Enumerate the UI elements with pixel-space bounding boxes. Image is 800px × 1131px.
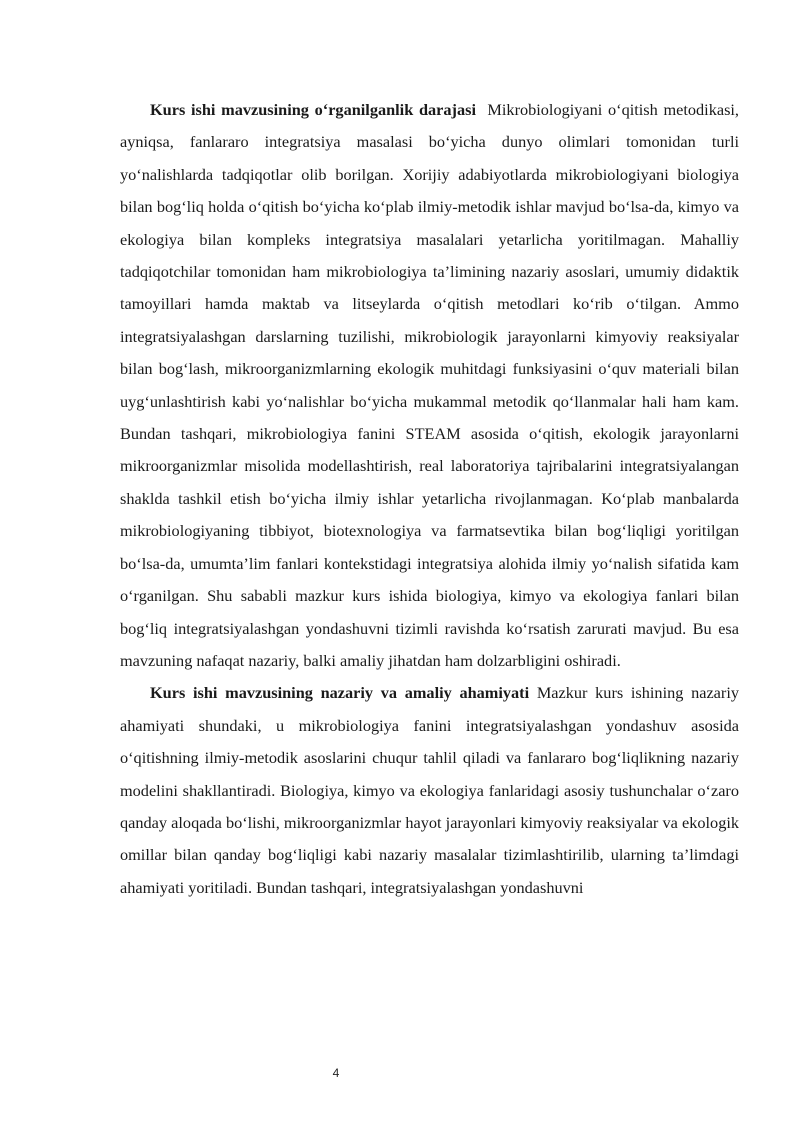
paragraph-study-level: [120, 94, 739, 677]
page-body: [120, 94, 739, 904]
page-number: 4: [332, 1066, 340, 1080]
section-heading-significance: Kurs ishi mavzusining nazariy va amaliy ahamiyati: [150, 683, 530, 703]
paragraph-significance: [120, 677, 739, 904]
paragraph-text-significance: Mazkur kurs ishining nazariy ahamiyati shundaki, u mikrobiologiya fanini integratsiyalashgan yondashuv asosida oʻqitishning ilmiy-metodik asoslarini chuqur tahlil qiladi va fanlararo bogʻliqlikning nazariy modelini shakllantiradi. Biologiya, kimyo va ekologiya fanlaridagi asosiy tushunchalar oʻzaro qanday aloqada boʻlishi, mikroorganizmlar hayot jarayonlari kimyoviy reaksiyalar va ekologik omillar bilan qanday bogʻliqligi kabi nazariy masalalar tizimlashtirilib, ularning taʼlimdagi ahamiyati yoritiladi. Bundan tashqari, integratsiyalashgan yondashuvni: [120, 683, 739, 897]
paragraph-text-study-level: Mikrobiologiyani oʻqitish metodikasi, ayniqsa, fanlararo integratsiya masalasi boʻyicha dunyo olimlari tomonidan turli yoʻnalishlarda tadqiqotlar olib borilgan. Xorijiy adabiyotlarda mikrobiologiyani biologiya bilan bogʻliq holda oʻqitish boʻyicha koʻplab ilmiy-metodik ishlar mavjud boʻlsa-da, kimyo va ekologiya bilan kompleks integratsiya masalalari yetarlicha yoritilmagan. Mahalliy tadqiqotchilar tomonidan ham mikrobiologiya taʼlimining nazariy asoslari, umumiy didaktik tamoyillari hamda maktab va litseylarda oʻqitish metodlari koʻrib oʻtilgan. Ammo integratsiyalashgan darslarning tuzilishi, mikrobiologik jarayonlarni kimyoviy reaksiyalar bilan bogʻlash, mikroorganizmlarning ekologik muhitdagi funksiyasini oʻquv materiali bilan uygʻunlashtirish kabi yoʻnalishlar boʻyicha mukammal metodik qoʻllanmalar hali ham kam. Bundan tashqari, mikrobiologiya fanini STEAM asosida oʻqitish, ekologik jarayonlarni mikroorganizmlar misolida modellashtirish, real laboratoriya tajribalarini integratsiyalangan shaklda tashkil etish boʻyicha ilmiy ishlar yetarlicha rivojlanmagan. Koʻplab manbalarda mikrobiologiyaning tibbiyot, biotexnologiya va farmatsevtika bilan bogʻliqligi yoritilgan boʻlsa-da, umumtaʼlim fanlari kontekstidagi integratsiya alohida ilmiy yoʻnalish sifatida kam oʻrganilgan. Shu sababli mazkur kurs ishida biologiya, kimyo va ekologiya fanlari bilan bogʻliq integratsiyalashgan yondashuvni tizimli ravishda koʻrsatish zarurati mavjud. Bu esa mavzuning nafaqat nazariy, balki amaliy jihatdan ham dolzarbligini oshiradi.: [120, 100, 739, 670]
section-heading-study-level: Kurs ishi mavzusining oʻrganilganlik darajasi: [150, 100, 476, 119]
